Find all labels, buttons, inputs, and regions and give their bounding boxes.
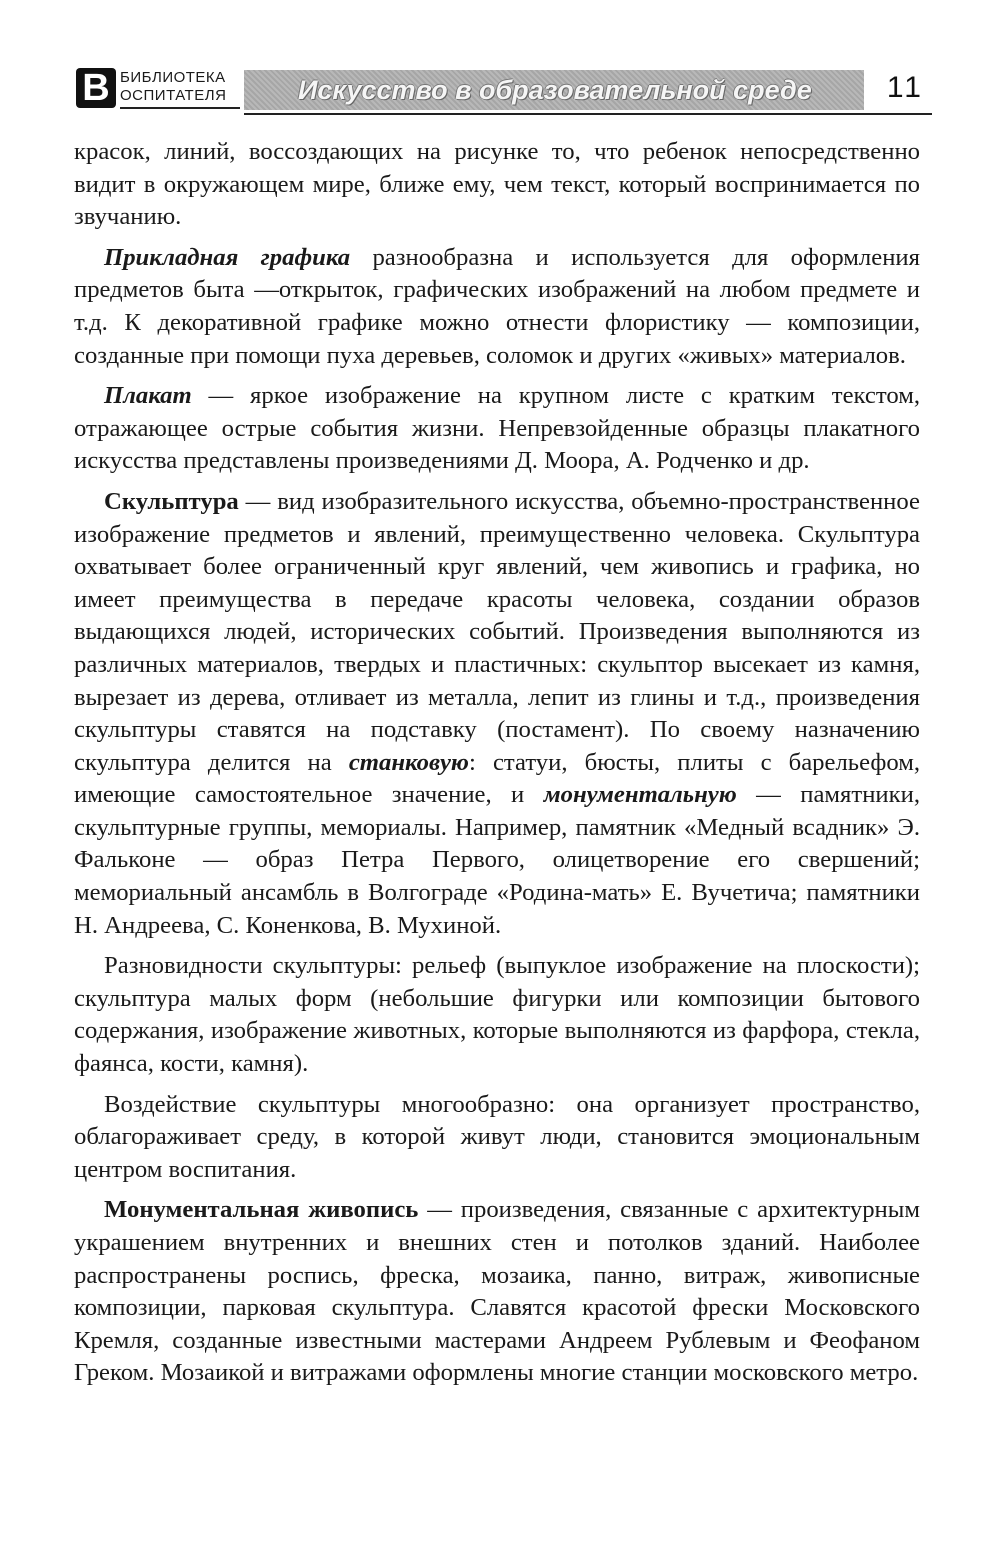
term-easel: станковую xyxy=(348,748,469,776)
paragraph-poster xyxy=(74,380,920,478)
logo-underline xyxy=(120,107,240,109)
series-logo-letter: В xyxy=(76,68,116,108)
paragraph-1 xyxy=(74,136,920,234)
series-logo-line1: БИБЛИОТЕКА xyxy=(120,69,226,86)
paragraph-sculpture-impact-text: Воздействие скульптуры многообразно: она организует пространство, облагораживает среду, в которой живут люди, становится эмоциональным центром воспитания. xyxy=(74,1090,920,1183)
paragraph-sculpture-text-a: — вид изобразительного искусства, объемно-пространственное изображение предметов и явлений, преимущественно человека. Скульптура охватывает более ограниченный круг явлений, чем живопись и графика, но имеет преимущества в передаче красоты человека, создании образов выдающихся людей, исторических событий. Произведения выполняются из различных материалов, твердых и пластичных: скульптор высекает из камня, вырезает из дерева, отливает из металла, лепит из глины и т.д., произведения скульптуры ставятся на подставку (постамент). По своему назначению скульптура делится на xyxy=(74,487,920,776)
term-poster: Плакат xyxy=(104,382,192,410)
paragraph-sculpture-types-text: Разновидности скульптуры: рельеф (выпуклое изображение на плоскости); скульптура малых форм (небольшие фигурки или композиции бытового содержания, изображение животных, которые выполняются из фарфора, стекла, фаянса, кости, камня). xyxy=(74,952,920,1078)
paragraph-applied-graphics-text: разнообразна и используется для оформления предметов быта —открыток, графических изображений на любом предмете и т.д. К декоративной графике можно отнести флористику — композиции, созданные при помощи пуха деревьев, соломок и других «живых» материалов. xyxy=(74,243,920,369)
header-rule xyxy=(244,113,932,115)
paragraph-sculpture-impact xyxy=(74,1089,920,1187)
paragraph-poster-text: — яркое изображение на крупном листе с кратким текстом, отражающее острые события жизни. Непревзойденные образцы плакатного искусства представлены произведениями Д. Моора, А. Родченко и др. xyxy=(74,382,920,475)
paragraph-applied-graphics xyxy=(74,242,920,372)
running-header xyxy=(76,64,932,118)
paragraph-monumental-painting-text: — произведения, связанные с архитектурным украшением внутренних и внешних стен и потолков зданий. Наиболее распространены роспись, фреска, мозаика, панно, витраж, живописные композиции, парковая скульптура. Славятся красотой фрески Московского Кремля, созданные известными мастерами Андреем Рублевым и Феофаном Греком. Мозаикой и витражами оформлены многие станции московского метро. xyxy=(74,1196,920,1387)
term-sculpture: Скульптура xyxy=(104,487,239,515)
paragraph-sculpture xyxy=(74,486,920,942)
term-monumental: монументальную xyxy=(543,781,737,809)
series-logo-text xyxy=(120,69,226,105)
paragraph-sculpture-text-b: : статуи, бюсты, плиты с барельефом, имеющие самостоятельное значение, и xyxy=(74,748,920,809)
running-title: Искусство в образовательной среде xyxy=(298,75,812,105)
paragraph-sculpture-types xyxy=(74,950,920,1080)
paragraph-1-text: красок, линий, воссоздающих на рисунке то, что ребенок непосредственно видит в окружающем мире, ближе ему, чем текст, который воспринимается по звучанию. xyxy=(74,138,920,231)
term-monumental-painting: Монументальная живопись xyxy=(104,1196,419,1224)
series-logo-line2: ОСПИТАТЕЛЯ xyxy=(120,87,227,104)
paragraph-monumental-painting xyxy=(74,1194,920,1390)
paragraph-sculpture-text-c: — памятники, скульптурные группы, мемориалы. Например, памятник «Медный всадник» Э. Фальконе — образ Петра Первого, олицетворение его свершений; мемориальный ансамбль в Волгограде «Родина-мать» Е. Вучетича; памятники Н. Андреева, С. Коненкова, В. Мухиной. xyxy=(74,781,920,939)
term-applied-graphics: Прикладная графика xyxy=(104,243,351,271)
page-number: 11 xyxy=(886,71,924,104)
page-body xyxy=(74,136,920,1390)
